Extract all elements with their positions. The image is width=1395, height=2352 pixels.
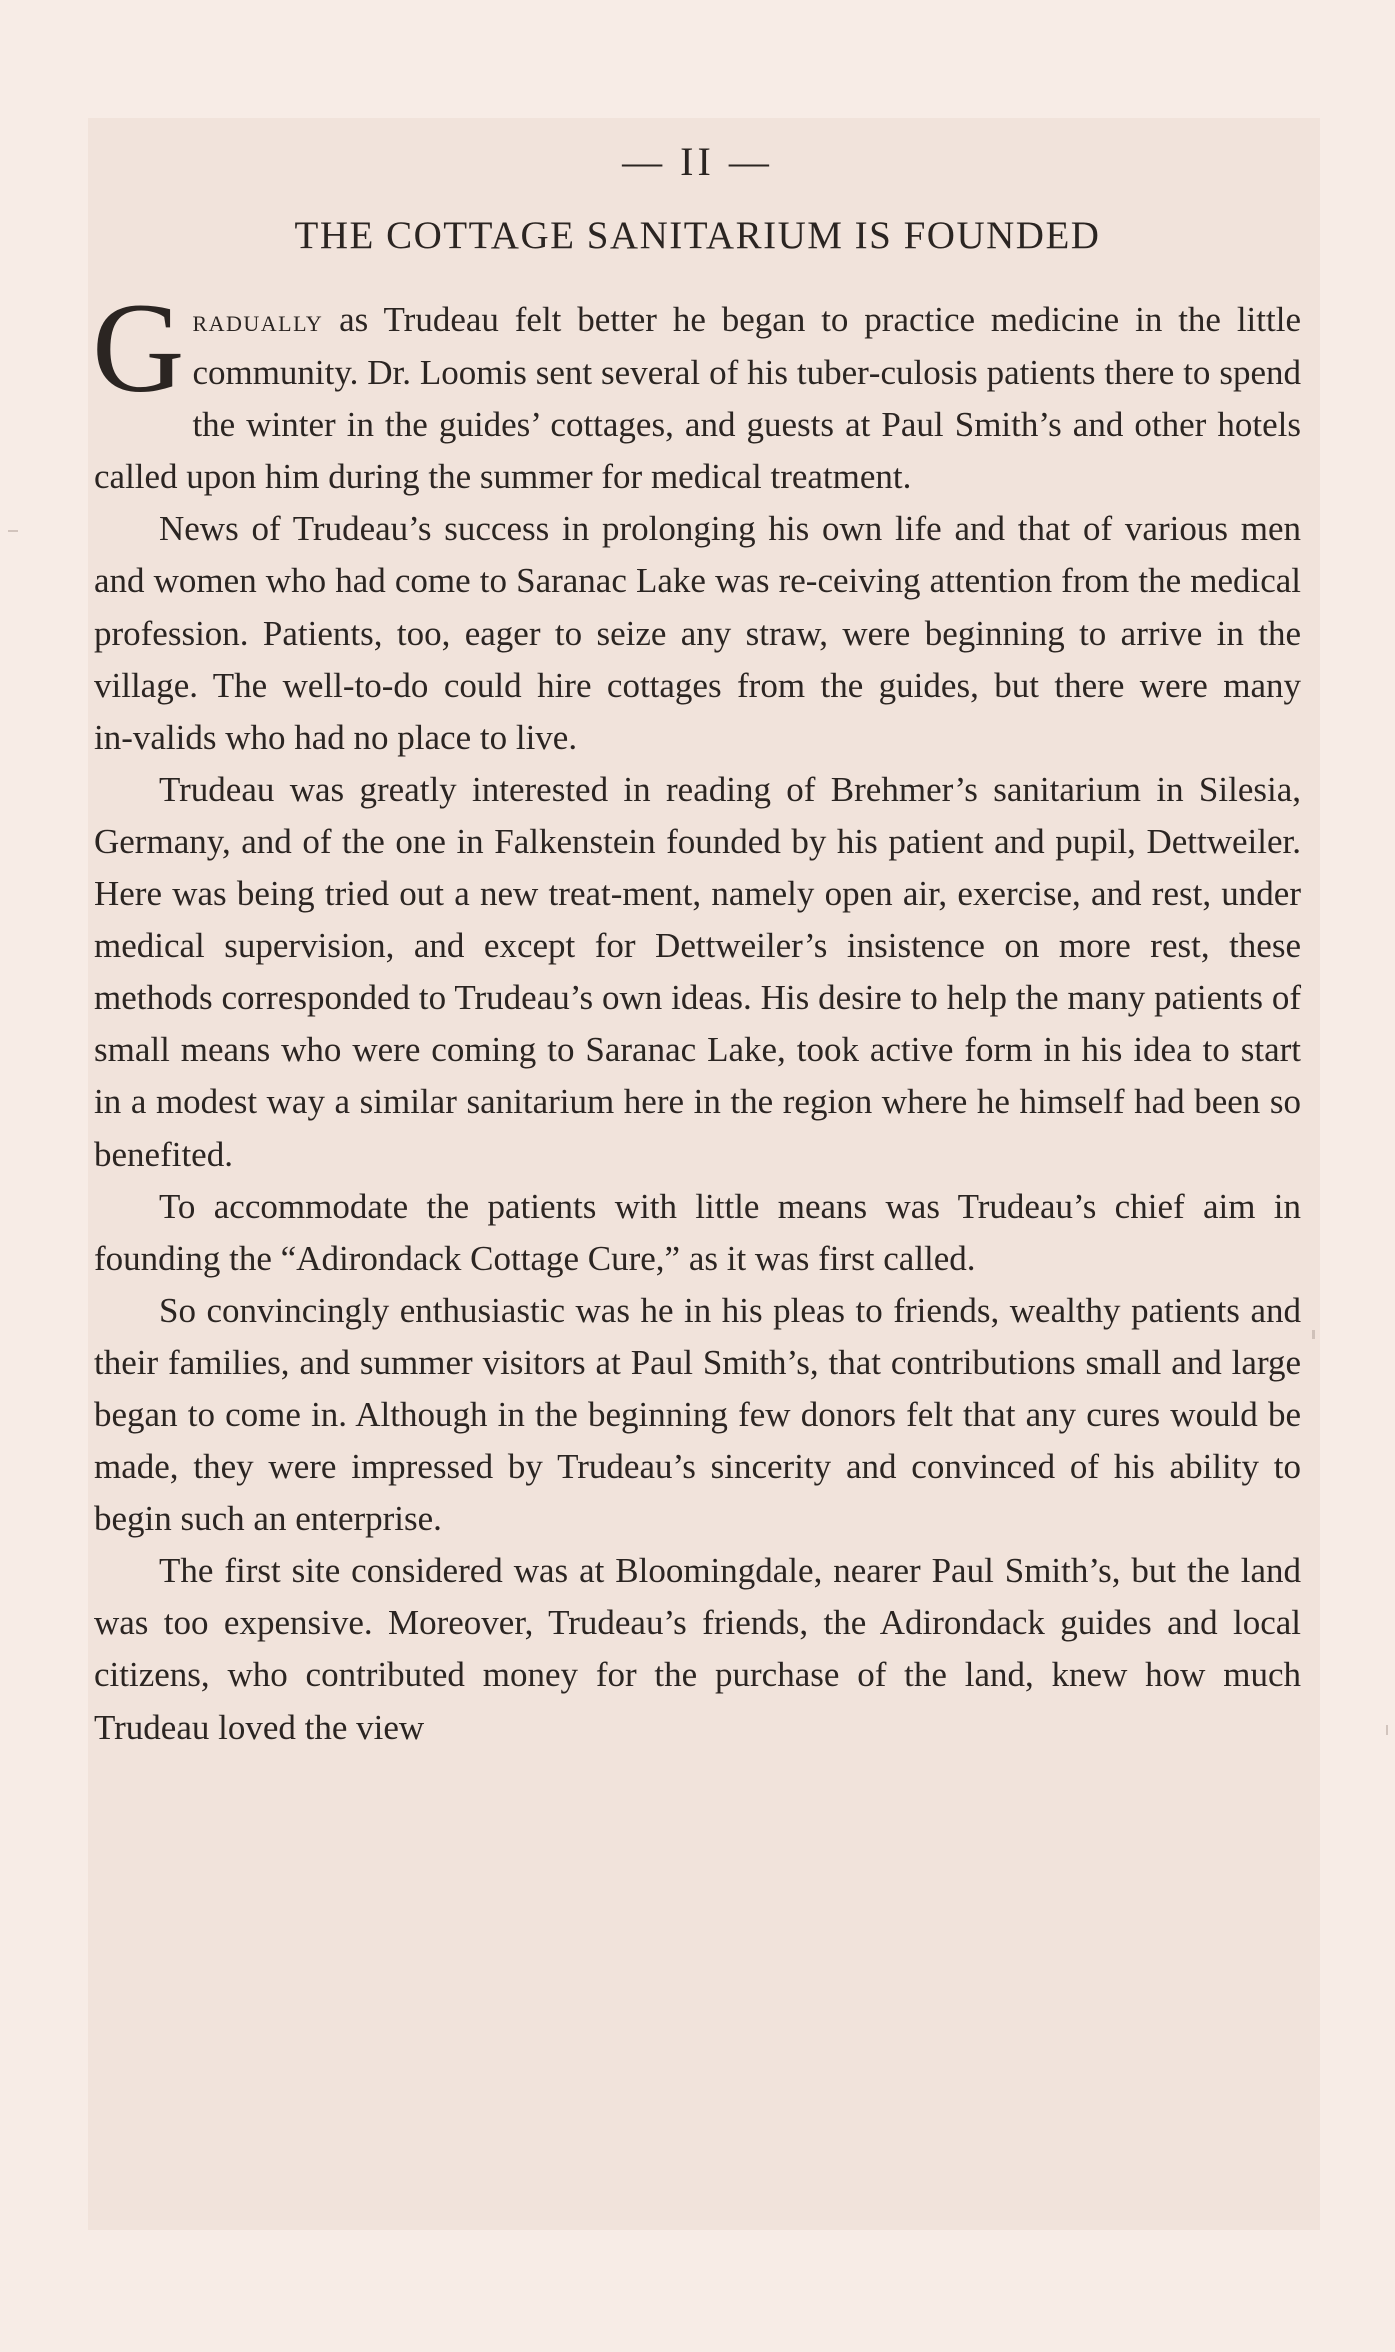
- paragraph-2: News of Trudeau’s success in prolonging his own life and that of various men and women who had come to Saranac Lake was re‑ceiving attention from the medical profession. Patients, too, eager to seize any straw, were beginning to arrive in the village. The well‑to‑do could hire cottages from the guides, but there were many in‑valids who had no place to live.: [94, 509, 1301, 757]
- chapter-title: THE COTTAGE SANITARIUM IS FOUNDED: [294, 214, 1101, 257]
- paragraph-6: The first site considered was at Bloomingdale, nearer Paul Smith’s, but the land was too expensive. Moreover, Trudeau’s friends, the Adirondack guides and local citizens, who contributed money for the purchase of the land, knew how much Trudeau loved the view: [94, 1551, 1301, 1747]
- chapter-number: — II —: [622, 139, 773, 184]
- paper-speck: [1386, 1725, 1388, 1735]
- paragraph-3: Trudeau was greatly interested in reading of Brehmer’s sanitarium in Silesia, Germany, and of the one in Falkenstein founded by his patient and pupil, Dettweiler. Here was being tried out a new treat‑ment, namely open air, exercise, and rest, under medical supervision, and except for Dettweiler’s insistence on more rest, these methods corresponded to Trudeau’s own ideas. His desire to help the many patients of small means who were coming to Saranac Lake, took active form in his idea to start in a modest way a similar sanitarium here in the region where he himself had been so benefited.: [94, 769, 1301, 1174]
- paragraph-1: [92, 277, 1301, 503]
- body-text: [92, 277, 1301, 1754]
- drop-cap: G: [92, 277, 185, 419]
- lead-small-caps: radually: [192, 303, 324, 338]
- paragraph-4: To accommodate the patients with little means was Trudeau’s chief aim in founding the “Adirondack Cottage Cure,” as it was first called.: [94, 1186, 1301, 1278]
- paper-speck: [8, 530, 18, 532]
- paragraph-1-text: as Trudeau felt better he began to practice medicine in the little community. Dr. Loomis sent several of his tuber‑culosis patients there to spend the winter in the guides’ cottages, and guests at Paul Smith’s and other hotels called upon him during the summer for medical treatment.: [94, 300, 1301, 497]
- paragraph-5: So convincingly enthusiastic was he in his pleas to friends, wealthy patients and their families, and summer visitors at Paul Smith’s, that contributions small and large began to come in. Although in the beginning few donors felt that any cures would be made, they were impressed by Trudeau’s sincerity and convinced of his ability to begin such an enterprise.: [94, 1290, 1301, 1539]
- paper-speck: [1312, 1330, 1315, 1339]
